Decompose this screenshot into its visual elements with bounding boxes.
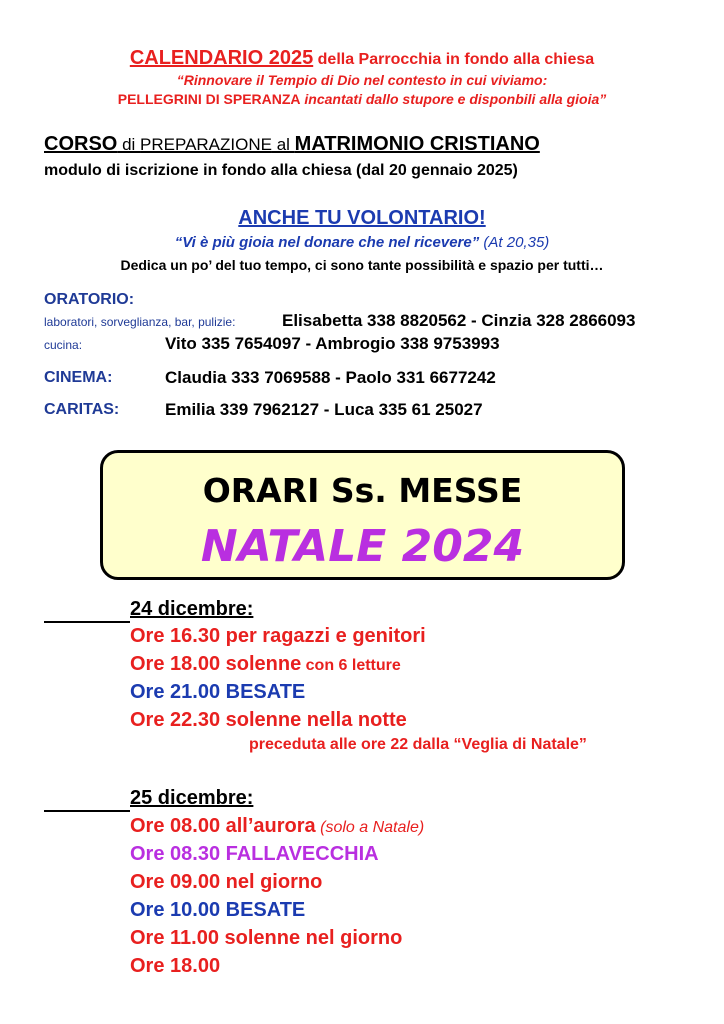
mass-desc: BESATE [225, 899, 306, 921]
calendario-rest: della Parrocchia in fondo alla chiesa [313, 51, 595, 68]
mass-time: Ore 22.30 [130, 709, 226, 731]
veglia-note: preceduta alle ore 22 dalla “Veglia di Natale” [249, 736, 587, 753]
pellegrini-title: PELLEGRINI DI SPERANZA [117, 91, 301, 107]
mass-time: Ore 08.30 [130, 843, 226, 865]
pellegrini-rest: incantati dallo stupore e disponbili alla gioia” [300, 91, 607, 107]
mass-desc: per ragazzi e genitori [225, 625, 426, 647]
cucina-contacts: Vito 335 7654097 - Ambrogio 338 9753993 [165, 334, 500, 353]
corso-word: PREPARAZIONE [140, 135, 272, 154]
mass-item [130, 709, 407, 732]
corso-modulo: modulo di iscrizione in fondo alla chiesa (dal 20 gennaio 2025) [44, 162, 518, 179]
date-underline [44, 810, 130, 812]
cinema-contacts: Claudia 333 7069588 - Paolo 331 6677242 [165, 368, 496, 387]
caritas-contacts: Emilia 339 7962127 - Luca 335 61 25027 [165, 400, 483, 419]
mass-time: Ore 08.00 [130, 815, 226, 837]
laboratori-contacts: Elisabetta 338 8820562 - Cinzia 328 2866093 [282, 311, 636, 330]
corso-word: al [271, 135, 295, 154]
mass-item [130, 927, 402, 950]
mass-note: con 6 letture [301, 657, 401, 674]
cinema-label: CINEMA: [44, 369, 113, 386]
date-25: 25 dicembre: [130, 787, 254, 809]
mass-time: Ore 18.00 [130, 955, 221, 977]
orari-box [100, 450, 625, 580]
mass-item [130, 899, 305, 922]
mass-desc: solenne nella notte [225, 709, 407, 731]
mass-desc: solenne [225, 653, 302, 675]
mass-item [130, 625, 426, 648]
mass-time: Ore 09.00 [130, 871, 226, 893]
quote-text: “Vi è più gioia nel donare che nel ricevere” [174, 234, 480, 251]
mass-desc: solenne nel giorno [224, 927, 403, 949]
mass-time: Ore 11.00 [130, 927, 225, 949]
caritas-label: CARITAS: [44, 401, 120, 418]
calendario-line [0, 47, 724, 70]
mass-item [130, 653, 401, 676]
corso-word: CORSO [44, 133, 118, 155]
calendario-title: CALENDARIO 2025 [129, 47, 314, 69]
natale-title: NATALE 2024 [200, 521, 525, 572]
mass-desc: FALLAVECCHIA [225, 843, 379, 865]
date-24: 24 dicembre: [130, 598, 254, 620]
volontario-title: ANCHE TU VOLONTARIO! [238, 207, 486, 229]
mass-desc: all’aurora [225, 815, 316, 837]
mass-time: Ore 18.00 [130, 653, 226, 675]
mass-item [130, 843, 379, 866]
mass-desc: BESATE [225, 681, 306, 703]
corso-word: MATRIMONIO CRISTIANO [294, 133, 540, 155]
mass-time: Ore 10.00 [130, 899, 226, 921]
mass-item [130, 681, 305, 704]
mass-item [130, 815, 424, 838]
mass-note: (solo a Natale) [315, 819, 425, 836]
volontario-dedica: Dedica un po’ del tuo tempo, ci sono tante possibilità e spazio per tutti… [120, 257, 604, 273]
mass-time: Ore 21.00 [130, 681, 226, 703]
mass-item [130, 871, 322, 894]
motto-line: “Rinnovare il Tempio di Dio nel contesto in cui viviamo: [176, 72, 548, 88]
quote-ref: (At 20,35) [479, 234, 550, 251]
corso-word: di [117, 135, 141, 154]
laboratori-label: laboratori, sorveglianza, bar, pulizie: [44, 315, 236, 329]
date-underline [44, 621, 130, 623]
pellegrini-line [0, 91, 724, 107]
mass-item [130, 955, 220, 978]
corso-title [44, 133, 540, 156]
mass-time: Ore 16.30 [130, 625, 226, 647]
oratorio-label: ORATORIO: [44, 291, 135, 308]
orari-title: ORARI Ss. MESSE [202, 471, 523, 510]
cucina-label: cucina: [44, 338, 83, 352]
volontario-quote [0, 234, 724, 251]
mass-desc: nel giorno [225, 871, 323, 893]
